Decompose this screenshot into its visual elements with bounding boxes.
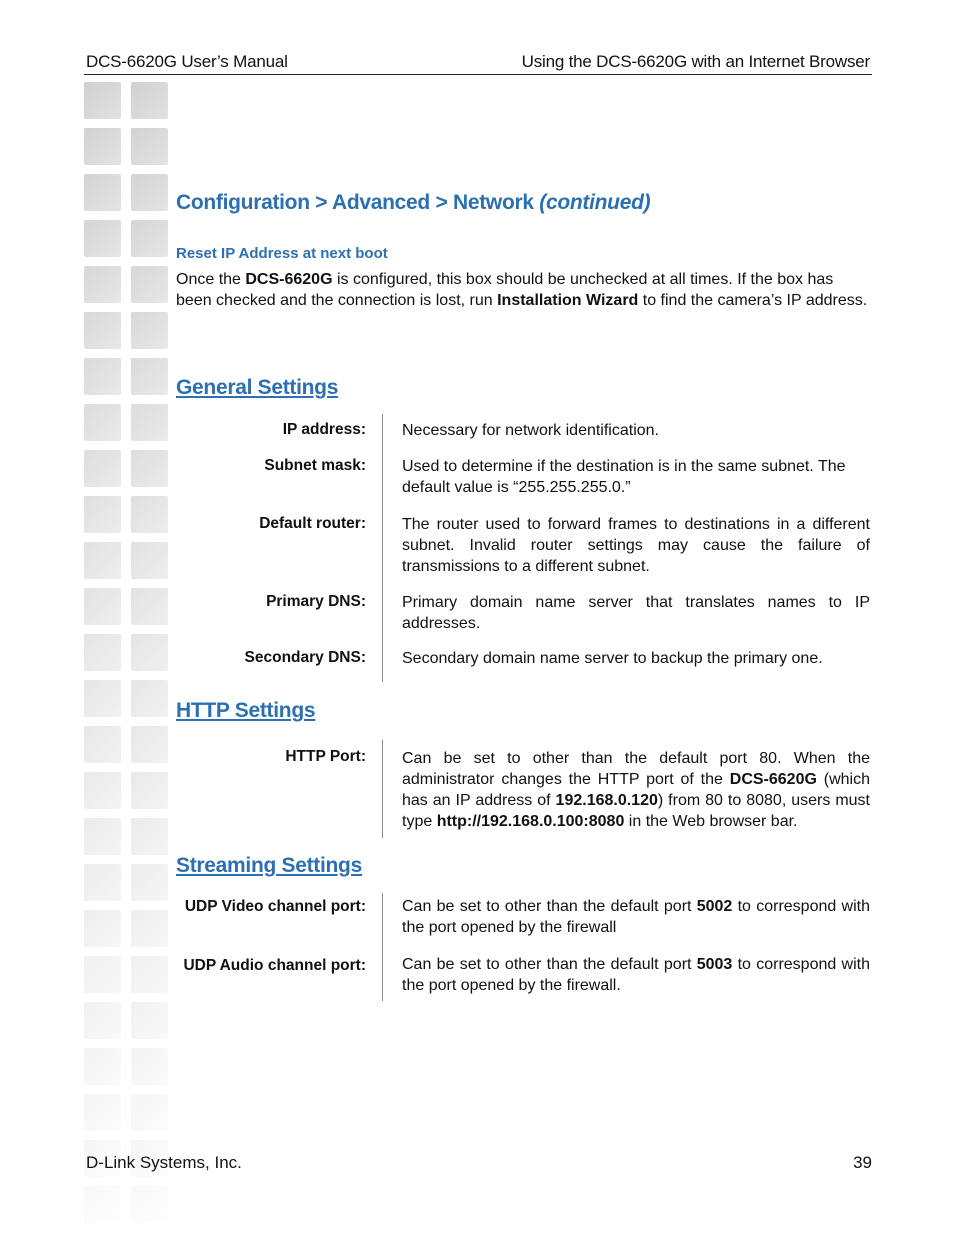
decorative-tile [131,174,168,211]
reset-product-name: DCS-6620G [245,271,333,288]
decorative-tile [84,220,121,257]
reset-ip-subheading: Reset IP Address at next boot [176,245,388,262]
decorative-tile [131,1094,168,1131]
streaming-settings-title: Streaming Settings [176,854,362,877]
decorative-tile [84,404,121,441]
decorative-tile [131,864,168,901]
decorative-tile [84,450,121,487]
decorative-tile [84,956,121,993]
page-number: 39 [853,1153,872,1172]
decorative-tile [84,128,121,165]
decorative-tile [84,1002,121,1039]
decorative-tile [131,312,168,349]
http-ip-address: 192.168.0.120 [555,792,658,809]
decorative-tile [84,1094,121,1131]
footer-company: D-Link Systems, Inc. [86,1153,242,1172]
decorative-tile [131,404,168,441]
http-port-label: HTTP Port: [285,748,366,765]
http-text-2: (which has an IP address of [402,771,870,809]
decorative-tile [84,1048,121,1085]
decorative-tile [84,358,121,395]
http-port-desc [402,748,870,832]
subnet-mask-desc: Used to determine if the destination is in the same subnet. The default value is “255.255.255.0.” [402,458,846,496]
decorative-tile [131,220,168,257]
decorative-tile-column [84,82,170,1235]
audio-text-2: to correspond with the port opened by the firewall. [402,956,870,994]
decorative-tile [84,542,121,579]
decorative-tile [84,312,121,349]
decorative-tile [84,82,121,119]
decorative-tile [131,1002,168,1039]
decorative-tile [84,496,121,533]
http-product-name: DCS-6620G [729,771,817,788]
http-text-4: in the Web browser bar. [624,813,798,830]
subnet-mask-label: Subnet mask: [264,457,366,474]
udp-video-port-desc [402,896,870,938]
decorative-tile [131,634,168,671]
udp-audio-port-desc [402,954,870,996]
primary-dns-label: Primary DNS: [266,593,366,610]
decorative-tile [84,772,121,809]
decorative-tile [131,266,168,303]
page-title-main: Configuration > Advanced > Network [176,191,540,214]
reset-text-1: Once the [176,271,246,288]
reset-text-3: to find the camera’s IP address. [638,292,868,309]
reset-text-2: is configured, this box should be unchecked at all times. If the box has been checked and the connection is lost, run [176,271,834,309]
default-router-label: Default router: [259,515,366,532]
decorative-tile [84,266,121,303]
decorative-tile [84,818,121,855]
video-text-2: to correspond with the port opened by the firewall [402,898,870,936]
decorative-tile [131,588,168,625]
secondary-dns-desc: Secondary domain name server to backup the primary one. [402,650,823,667]
default-router-desc: The router used to forward frames to destinations in a different subnet. Invalid router settings may cause the failure of transmissions to a different subnet. [402,516,870,575]
decorative-tile [131,1186,168,1223]
audio-text-1: Can be set to other than the default port [402,956,697,973]
decorative-tile [84,680,121,717]
secondary-dns-label: Secondary DNS: [244,649,366,666]
running-header-right: Using the DCS-6620G with an Internet Browser [521,52,870,71]
decorative-tile [131,128,168,165]
video-text-1: Can be set to other than the default port [402,898,697,915]
decorative-tile [84,1186,121,1223]
ip-address-label: IP address: [282,421,366,438]
decorative-tile [131,772,168,809]
page-title [176,191,650,215]
running-header-left: DCS-6620G User’s Manual [86,52,288,71]
http-divider [382,740,383,838]
decorative-tile [131,496,168,533]
page-title-continued: (continued) [539,191,651,214]
decorative-tile [131,956,168,993]
decorative-tile [84,174,121,211]
header-rule [84,74,872,75]
video-port-number: 5002 [696,898,733,915]
decorative-tile [131,726,168,763]
http-url: http://192.168.0.100:8080 [436,813,625,830]
decorative-tile [84,634,121,671]
http-text-1: Can be set to other than the default port 80. When the administrator changes the HTTP port of the [402,750,870,788]
decorative-tile [84,910,121,947]
reset-wizard-name: Installation Wizard [497,292,639,309]
decorative-tile [84,864,121,901]
ip-address-desc: Necessary for network identification. [402,422,659,439]
decorative-tile [84,588,121,625]
primary-dns-desc: Primary domain name server that translates names to IP addresses. [402,594,870,632]
decorative-tile [84,726,121,763]
general-divider [382,414,383,682]
decorative-tile [131,680,168,717]
reset-ip-paragraph [176,269,872,311]
decorative-tile [131,910,168,947]
general-settings-title: General Settings [176,376,339,399]
audio-port-number: 5003 [696,956,733,973]
udp-audio-port-label: UDP Audio channel port: [183,957,366,974]
decorative-tile [131,358,168,395]
decorative-tile [131,82,168,119]
decorative-tile [131,450,168,487]
decorative-tile [131,818,168,855]
udp-video-port-label: UDP Video channel port: [184,898,366,915]
http-text-3: ) from 80 to 8080, users must type [402,792,870,830]
http-settings-title: HTTP Settings [176,699,316,722]
streaming-divider [382,893,383,1001]
decorative-tile [131,1048,168,1085]
decorative-tile [131,542,168,579]
